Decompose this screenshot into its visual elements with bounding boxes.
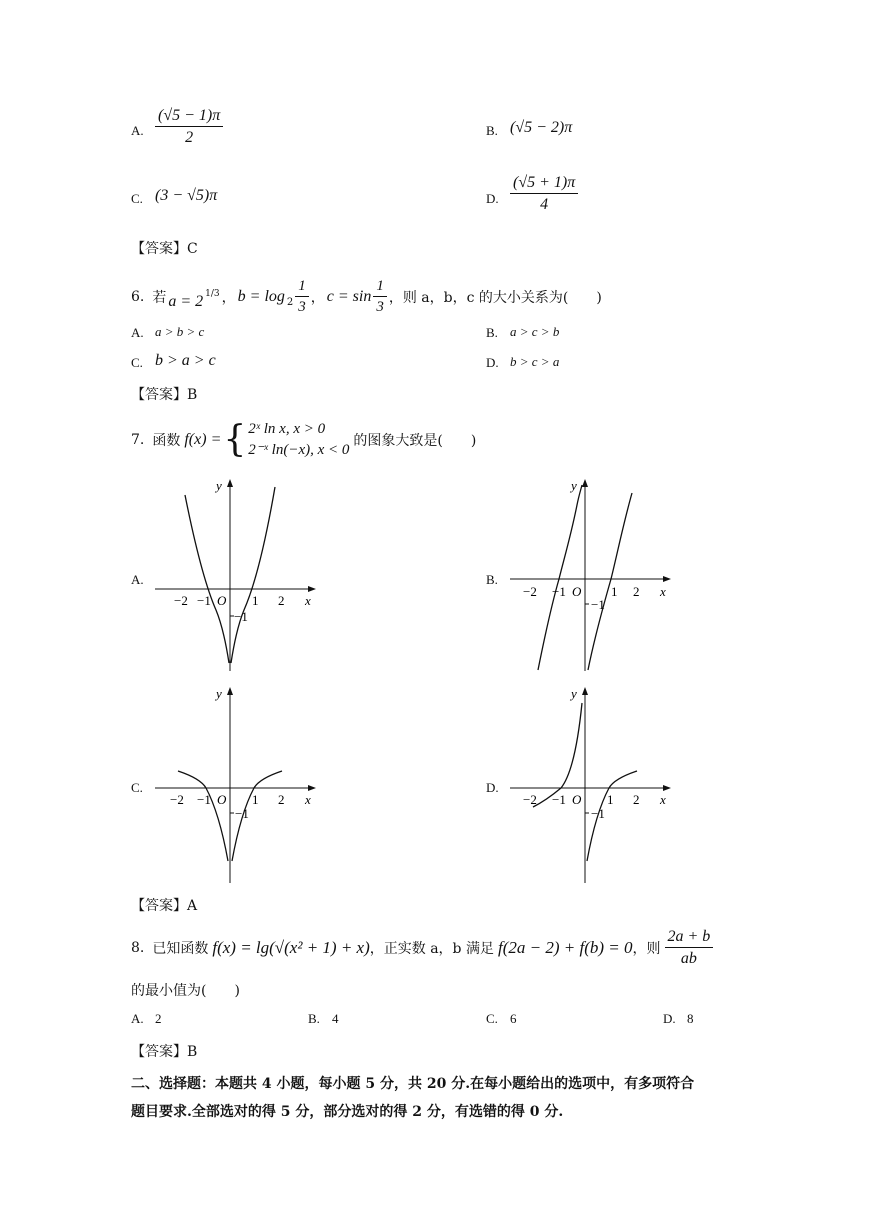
q5-option-d	[510, 174, 578, 214]
x-label: x	[305, 792, 311, 807]
q8-line2: 的最小值为( )	[131, 983, 240, 999]
tick-2: 2	[633, 792, 640, 807]
tick-2: 2	[633, 584, 640, 599]
tick-neg2: −2	[174, 593, 188, 608]
graph-b-left-branch	[538, 485, 582, 670]
q7-graph-b-label: B.	[486, 572, 498, 587]
origin-label: O	[217, 593, 227, 608]
q6-option-c: b > a > c	[155, 352, 216, 369]
q8-stem	[131, 928, 713, 968]
y-tick-neg1-label: −1	[591, 806, 605, 821]
q8-function: f(x) = lg(√(x² + 1) + x)	[212, 938, 370, 957]
q6-option-d-label: D.	[486, 355, 499, 370]
q5-option-c-label: C.	[131, 191, 143, 206]
section2-heading-line1: 二、选择题：本题共 4 小题，每小题 5 分，共 20 分.在每小题给出的选项中，有多项符合	[131, 1076, 695, 1092]
y-label: y	[216, 686, 222, 701]
graph-b-right-branch	[588, 493, 632, 670]
q7-graph-a-label: A.	[131, 572, 144, 587]
x-axis-arrow	[308, 785, 316, 791]
q7-answer: 【答案】A	[131, 898, 198, 914]
q8-option-a: 2	[155, 1011, 162, 1026]
q5-option-d-numerator: (√5 + 1)π	[510, 174, 578, 194]
q5-option-a-label: A.	[131, 123, 144, 138]
q6-sep2: ，	[310, 290, 325, 306]
y-axis-arrow	[227, 687, 233, 695]
tick-neg1: −1	[552, 584, 566, 599]
q6-answer: 【答案】B	[131, 387, 198, 403]
q8-frac-num: 2a + b	[665, 928, 714, 948]
q8-option-a-label: A.	[131, 1011, 144, 1026]
x-axis-arrow	[663, 785, 671, 791]
y-tick-neg1-label: −1	[235, 806, 249, 821]
y-axis-arrow	[582, 479, 588, 487]
q7-graph-c-label: C.	[131, 780, 143, 795]
q5-option-b: (√5 − 2)π	[510, 119, 573, 136]
q7-case2: 2⁻ˣ ln(−x), x < 0	[248, 442, 350, 458]
tick-2: 2	[278, 593, 285, 608]
q6-option-b-label: B.	[486, 325, 498, 340]
q7-number: 7.	[131, 432, 145, 448]
q6-number: 6.	[131, 289, 145, 305]
q6-option-b: a > c > b	[510, 324, 560, 339]
q7-stem	[131, 420, 476, 460]
x-axis-arrow	[663, 576, 671, 582]
tick-2: 2	[278, 792, 285, 807]
q5-option-d-label: D.	[486, 191, 499, 206]
q7-graph-c	[150, 683, 320, 888]
q6-option-a: a > b > c	[155, 324, 205, 339]
q6-stem	[131, 278, 602, 316]
tick-neg1: −1	[552, 792, 566, 807]
q6-option-d: b > c > a	[510, 354, 560, 369]
q8-prefix: 已知函数	[152, 941, 209, 957]
graph-c-left-branch	[178, 771, 228, 861]
x-axis-arrow	[308, 586, 316, 592]
q8-frac-den: ab	[680, 950, 697, 967]
y-label: y	[571, 478, 577, 493]
tick-neg2: −2	[523, 792, 537, 807]
x-label: x	[305, 593, 311, 608]
q6-option-c-label: C.	[131, 355, 143, 370]
origin-label: O	[217, 792, 227, 807]
tick-1: 1	[607, 792, 614, 807]
q8-option-c: 6	[510, 1011, 517, 1026]
q6-c-expr: c = sin	[326, 288, 372, 305]
q8-mid: ，正实数 a，b 满足	[369, 941, 494, 957]
q5-option-c: (3 − √5)π	[155, 187, 218, 204]
y-tick-neg1-label: −1	[234, 609, 248, 624]
q7-function: f(x) =	[184, 431, 222, 448]
tick-1: 1	[252, 593, 259, 608]
q7-prefix: 函数	[152, 433, 181, 449]
q6-b-sub: 2	[286, 296, 294, 308]
q7-graph-d	[505, 683, 675, 888]
graph-a-right-branch	[231, 487, 275, 663]
q6-b-den: 3	[298, 299, 306, 315]
q6-b-expr: b = log	[237, 288, 285, 305]
q6-a-expr: a = 2	[168, 293, 204, 310]
q6-option-a-label: A.	[131, 325, 144, 340]
tick-1: 1	[611, 584, 618, 599]
q7-graph-a	[150, 475, 320, 675]
q5-option-a	[155, 107, 223, 147]
x-label: x	[660, 584, 666, 599]
q5-option-a-denominator: 2	[185, 129, 194, 146]
q6-b-num: 1	[295, 278, 309, 297]
q7-case1: 2ˣ ln x, x > 0	[248, 421, 326, 437]
q6-suffix: ，则 a，b，c 的大小关系为( )	[388, 290, 602, 306]
q5-answer: 【答案】C	[131, 241, 198, 257]
q8-answer: 【答案】B	[131, 1044, 198, 1060]
tick-neg2: −2	[523, 584, 537, 599]
q7-suffix: 的图象大致是( )	[353, 433, 477, 449]
graph-a-left-branch	[185, 495, 229, 663]
q8-option-d-label: D.	[663, 1011, 676, 1026]
q5-option-a-numerator: (√5 − 1)π	[155, 107, 223, 127]
origin-label: O	[572, 792, 582, 807]
q6-sep1: ，	[221, 290, 236, 306]
tick-neg1: −1	[197, 792, 211, 807]
q5-option-b-label: B.	[486, 123, 498, 138]
q7-brace: {	[223, 419, 247, 460]
q7-graph-b	[505, 475, 675, 675]
q8-option-b-label: B.	[308, 1011, 320, 1026]
tick-1: 1	[252, 792, 259, 807]
q6-a-exponent: 1/3	[205, 289, 220, 299]
tick-neg1: −1	[197, 593, 211, 608]
q8-number: 8.	[131, 940, 145, 956]
tick-neg2: −2	[170, 792, 184, 807]
q5-option-d-denominator: 4	[540, 196, 549, 213]
y-label: y	[216, 478, 222, 493]
q8-option-b: 4	[332, 1011, 339, 1026]
q7-graph-d-label: D.	[486, 780, 499, 795]
y-label: y	[571, 686, 577, 701]
x-label: x	[660, 792, 666, 807]
q6-c-den: 3	[376, 299, 384, 315]
q8-option-c-label: C.	[486, 1011, 498, 1026]
y-tick-neg1-label: −1	[591, 597, 605, 612]
q8-then: ，则	[632, 941, 661, 957]
y-axis-arrow	[227, 479, 233, 487]
section2-heading-line2: 题目要求.全部选对的得 5 分，部分选对的得 2 分，有选错的得 0 分.	[131, 1104, 564, 1120]
q6-prefix: 若	[152, 290, 167, 306]
y-axis-arrow	[582, 687, 588, 695]
origin-label: O	[572, 584, 582, 599]
q6-c-num: 1	[373, 278, 387, 297]
q8-option-d: 8	[687, 1011, 694, 1026]
q8-condition: f(2a − 2) + f(b) = 0	[497, 938, 633, 957]
